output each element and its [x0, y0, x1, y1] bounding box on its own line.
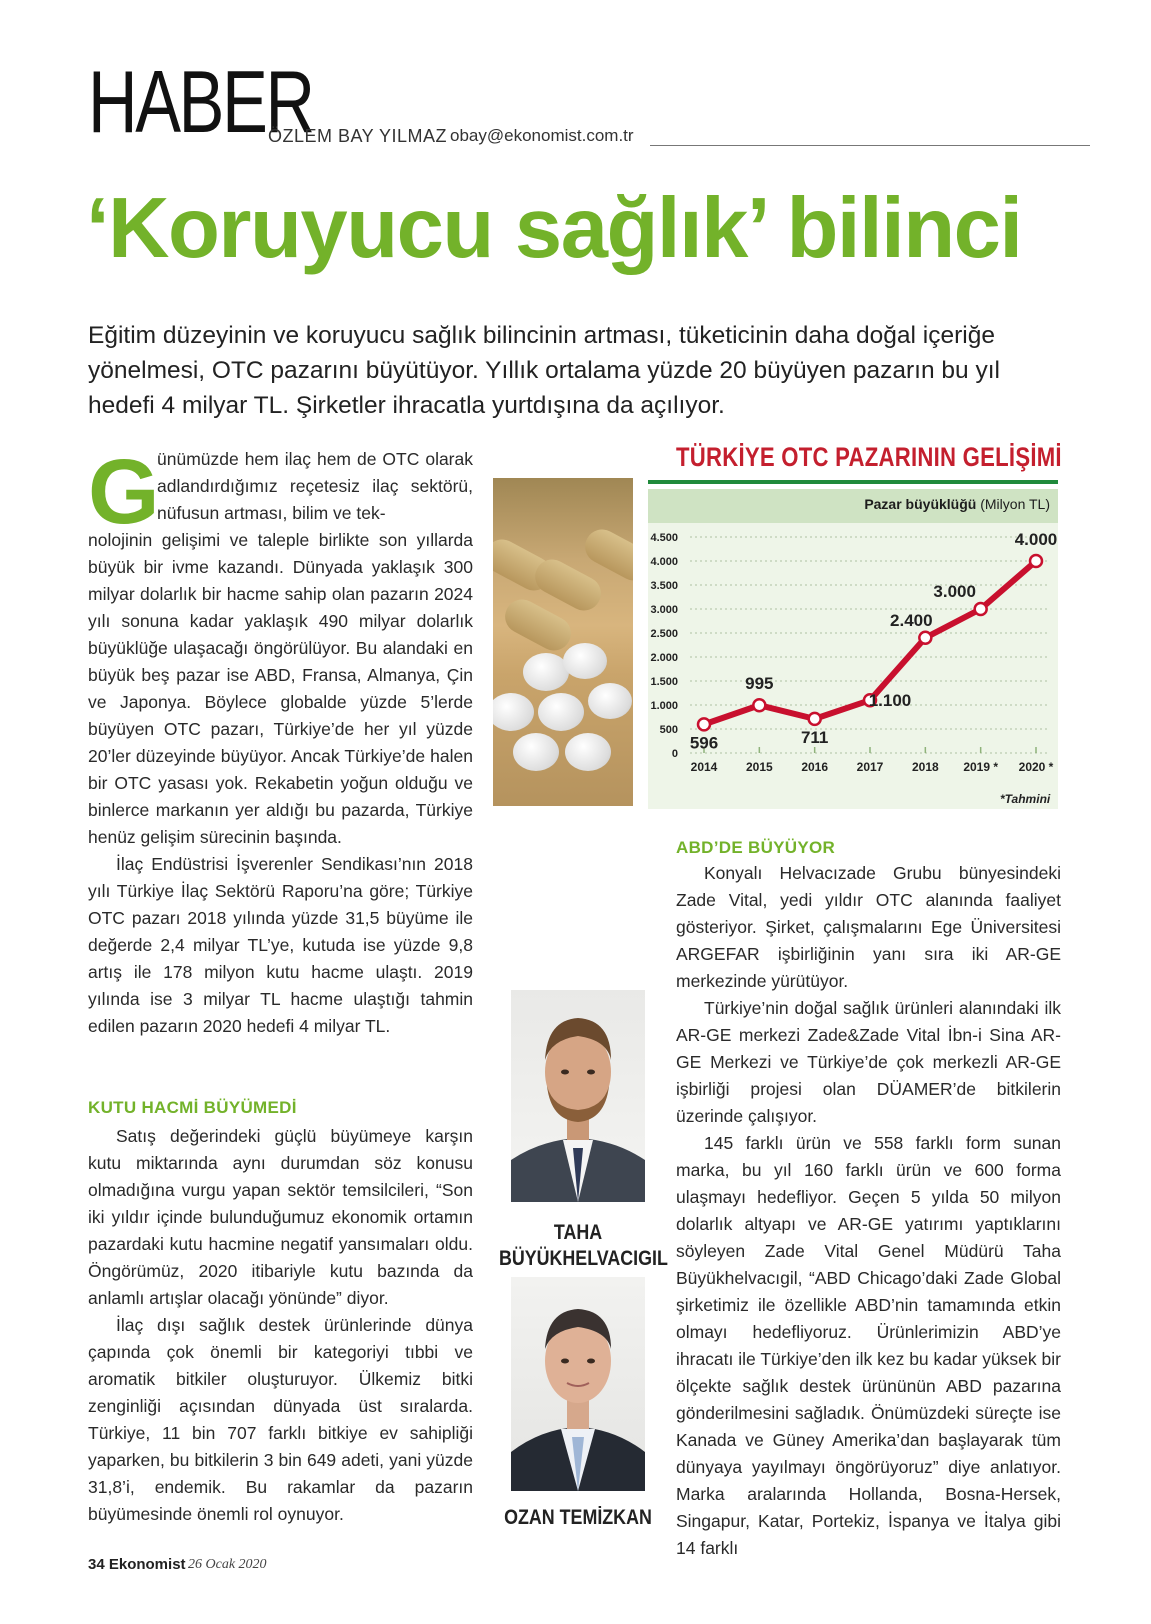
y-tick-label: 4.000	[650, 556, 678, 568]
paragraph: Türkiye’nin doğal sağlık ürünleri alanındaki ilk AR-GE merkezi Zade&Zade Vital İbn-i Sina AR-GE Merkezi ve Türkiye’de çok merkezli AR-GE işbirliği projesi olan DÜAMER’de bitkilerin üzerinde çalışıyor.	[676, 998, 1061, 1126]
y-tick-label: 3.500	[650, 580, 678, 592]
chart-subtitle: Pazar büyüklüğü	[864, 496, 977, 512]
y-tick-label: 4.500	[650, 532, 678, 544]
intro-text: ünümüzde hem ilaç hem de OTC olarak adlandırdığımız reçetesiz ilaç sektörü, nüfusun artması, bilim ve tek-	[157, 449, 473, 523]
x-tick-label: 2018	[911, 760, 939, 774]
headline: ‘Koruyucu sağlık’ bilinci	[86, 181, 1022, 276]
column-1-body-lower	[88, 1123, 473, 1528]
otc-market-chart	[648, 523, 1058, 809]
chart-subtitle-band	[648, 489, 1058, 523]
lead-paragraph: Eğitim düzeyinin ve koruyucu sağlık bilincinin artması, tüketicinin daha doğal içeriğe yönelmesi, OTC pazarını büyütüyor. Yıllık ortalama yüzde 20 büyüyen pazarın bu yıl hedefi 4 milyar TL. Şirketler ihracatla yurtdışına da açılıyor.	[88, 322, 1000, 419]
chart-title: TÜRKİYE OTC PAZARININ GELİŞİMİ	[676, 442, 1062, 472]
pills-photo	[493, 478, 633, 806]
x-tick-label: 2016	[801, 760, 829, 774]
portrait-photo	[511, 990, 645, 1202]
data-point	[753, 699, 765, 711]
y-tick-label: 2.000	[650, 652, 678, 664]
paragraph: nolojinin gelişimi ve taleple birlikte son yıllarda büyük bir ivme kazandı. Dünyada yaklaşık 300 milyar dolarlık bir hacme sahip olan pazarın 2024 yılı sonuna kadar yaklaşık 490 milyar dolarlık büyüklüğe ulaşacağı öngörülüyor. Bu alandaki en büyük beş pazar ise ABD, Fransa, Almanya, Çin ve Japonya. Böylece globalde yüzde 5’lerde büyüyen OTC pazarı, Türkiye’de her yıl yüzde 20’ler düzeyinde büyüyor. Ancak Türkiye’de halen bir OTC yasası yok. Rekabetin yoğun olduğu ve binlerce markanın yer aldığı bu pazarda, Türkiye henüz gelişim sürecinin başında.	[88, 530, 473, 847]
drop-cap: G	[88, 441, 160, 543]
data-label: 995	[745, 674, 774, 694]
data-point	[975, 603, 987, 615]
portrait-caption: OZAN TEMİZKAN	[504, 1506, 652, 1529]
paragraph: İlaç Endüstrisi İşverenler Sendikası’nın 2018 yılı Türkiye İlaç Sektörü Raporu’na göre; Türkiye OTC pazarı 2018 yılında yüzde 31,5 büyüme ile değerde 2,4 milyar TL’ye, kutuda ise yüzde 9,8 artış ile 178 milyon kutu hacme ulaştı. 2019 yılında ise 3 milyar TL hacme ulaştığı tahmin edilen pazarın 2020 hedefi 4 milyar TL.	[88, 854, 473, 1036]
section-label: HABER	[88, 52, 313, 151]
author-email: obay@ekonomist.com.tr	[450, 126, 634, 145]
subheading: KUTU HACMİ BÜYÜMEDİ	[88, 1098, 297, 1117]
data-point	[919, 632, 931, 644]
chart-title-rule	[648, 480, 1058, 484]
header-rule	[650, 145, 1090, 146]
article-intro	[157, 446, 473, 527]
data-label: 3.000	[933, 582, 976, 601]
data-label: 711	[800, 727, 829, 747]
data-label: 4.000	[1014, 530, 1058, 549]
data-point	[1030, 555, 1042, 567]
y-tick-label: 500	[659, 724, 678, 736]
data-point	[698, 718, 710, 730]
y-tick-label: 0	[671, 748, 678, 760]
column-2-body	[676, 860, 1061, 1562]
data-point	[809, 713, 821, 725]
data-label: 2.400	[890, 610, 933, 630]
column-1-body	[88, 527, 473, 1040]
paragraph: Satış değerindeki güçlü büyümeye karşın kutu miktarında aynı durumdan söz konusu olmadığına vurgu yapan sektör temsilcileri, “Son iki yıldır içinde bulunduğumuz ekonomik ortamın pazardaki kutu hacmine negatif yansımaları oldu. Öngörümüz, 2020 itibariyle kutu bazında da anlamlı artışlar olacağı yönünde” diyor.	[88, 1126, 473, 1308]
x-tick-label: 2020 *	[1018, 760, 1054, 774]
portrait-caption: TAHA BÜYÜKHELVACIGIL	[498, 1221, 668, 1270]
chart-note: *Tahmini	[1000, 792, 1051, 806]
y-tick-label: 1.000	[650, 700, 678, 712]
x-tick-label: 2015	[745, 760, 773, 774]
paragraph: İlaç dışı sağlık destek ürünlerinde dünya çapında çok önemli bir kategoriyi tıbbi ve aromatik bitkiler oluşturuyor. Ülkemiz bitki zenginliği açısından dünyada üst sıralarda. Türkiye, 11 bin 707 farklı bitkiye ev sahipliği yaparken, bu bitkilerin 3 bin 649 adeti, yani yüzde 31,8’i, endemik. Bu rakamlar da pazarın büyümesinde önemli rol oynuyor.	[88, 1315, 473, 1524]
y-tick-label: 1.500	[650, 676, 678, 688]
y-tick-label: 3.000	[650, 604, 678, 616]
data-label: 596	[689, 733, 719, 753]
x-tick-label: 2017	[856, 760, 884, 774]
issue-date: 26 Ocak 2020	[188, 1557, 267, 1572]
subheading: ABD’DE BÜYÜYOR	[676, 838, 836, 857]
paragraph: 145 farklı ürün ve 558 farklı form sunan marka, bu yıl 160 farklı ürün ve 600 forma ulaşmayı hedefliyor. Geçen 5 yılda 50 milyon dolarlık altyapı ve AR-GE yatırımı yaptıklarını söyleyen Zade Vital Genel Müdürü Taha Büyükhelvacıgil, “ABD Chicago’daki Zade Global şirketimiz ile özellikle ABD’nin tamamında etkin olmayı hedefliyoruz. Ürünlerimizin ABD’ye ihracatı ile Türkiye’den ilk kez bu kadar yüksek bir ölçekte sağlık destek ürününün ABD pazarına gönderilmesini sağladık. Önümüzdeki süreçte ise Kanada ve Güney Amerika’dan başlayarak tüm dünyaya yayılmayı öngörüyoruz” diye anlatıyor. Marka aralarında Hollanda, Bosna-Hersek, Singapur, Katar, Portekiz, İspanya ve İtalya gibi 14 farklı	[676, 1133, 1061, 1558]
data-label: 1.100	[868, 691, 912, 711]
page-number: 34 Ekonomist	[88, 1556, 186, 1573]
paragraph: Konyalı Helvacızade Grubu bünyesindeki Zade Vital, yedi yıldır OTC alanında faaliyet gösteriyor. Şirket, çalışmalarını Ege Üniversitesi ARGEFAR işbirliğinin yanı sıra iki AR-GE merkezinde yürütüyor.	[676, 863, 1061, 991]
portrait-photo	[511, 1277, 645, 1491]
x-tick-label: 2014	[690, 760, 718, 774]
y-tick-label: 2.500	[650, 628, 678, 640]
x-tick-label: 2019 *	[963, 760, 999, 774]
chart-unit: (Milyon TL)	[980, 496, 1050, 512]
author-name: ÖZLEM BAY YILMAZ	[268, 126, 448, 146]
